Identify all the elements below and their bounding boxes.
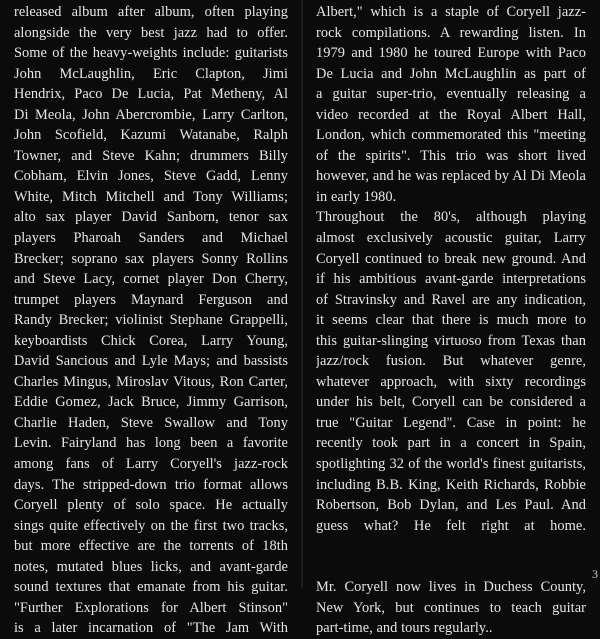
text-line: including B.B. King, Keith Richards, Robbie <box>316 476 586 493</box>
text-line: Mr. Coryell now lives in Duchess County, <box>316 579 586 596</box>
text-line: Coryell plenty of solo space. He actually <box>14 497 288 514</box>
text-line: this guitar-slinging virtuoso from Texas than <box>316 332 586 349</box>
text-line: sound textures that emanate from his guitar. <box>14 579 288 596</box>
text-line: trumpet players Maynard Ferguson and <box>14 291 288 308</box>
text-line: John Scofield, Kazumi Watanabe, Ralph <box>14 127 288 144</box>
text-line: it seems clear that there is much more to <box>316 312 586 329</box>
text-line: London, which commemorated this "meeting <box>316 127 586 144</box>
text-line: sings quite effectively on the first two tracks, <box>14 517 288 534</box>
text-line: part-time, and tours regularly.. <box>316 620 493 637</box>
text-line: Hendrix, Paco De Lucia, Pat Metheny, Al <box>14 86 288 103</box>
text-line: Albert," which is a staple of Coryell jazz- <box>316 4 586 20</box>
text-line: rock compilations. A rewarding listen. In <box>316 24 586 41</box>
text-line: De Lucia and John McLaughlin as part of <box>316 65 586 82</box>
column-divider <box>301 0 303 588</box>
text-line: recently took part in a concert in Spain, <box>316 435 586 452</box>
text-line: Brecker; soprano sax players Sonny Rollins <box>14 250 288 267</box>
text-line: true "Guitar Legend". Case in point: he <box>316 414 586 431</box>
text-line: of Stravinsky and Ravel are any indication, <box>316 291 586 308</box>
text-line: Charlie Haden, Steve Swallow and Tony <box>14 414 288 431</box>
text-line: Robertson, Bob Dylan, and Les Paul. And <box>316 497 586 514</box>
text-line: Di Meola, John Abercrombie, Larry Carlton, <box>14 106 288 123</box>
text-line: alongside the very best jazz had to offer. <box>14 24 288 41</box>
text-line: White, Mitch Mitchell and Tony Williams; <box>14 188 288 205</box>
text-line: released album after album, often playing <box>14 4 288 20</box>
text-line: notes, mutated blues licks, and avant-garde <box>14 558 288 575</box>
text-line: among fans of Larry Coryell's jazz-rock <box>14 456 288 473</box>
text-line: John McLaughlin, Eric Clapton, Jimi <box>14 65 288 82</box>
text-line: and Steve Lacy, cornet player Don Cherry, <box>14 271 288 288</box>
text-line: Some of the heavy-weights include: guitarists <box>14 45 288 62</box>
text-line: Coryell continued to break new ground. And <box>316 250 586 267</box>
text-line: Levin. Fairyland has long been a favorite <box>14 435 288 452</box>
text-line: whatever approach, with sixty recordings <box>316 373 586 390</box>
text-line: jazz/rock fusion. But whatever genre, <box>316 353 586 370</box>
paragraph-royal-albert-hall <box>316 2 586 207</box>
text-line: days. The stripped-down trio format allows <box>14 476 288 493</box>
text-line: spotlighting 32 of the world's finest guitarists, <box>316 456 586 473</box>
text-line: keyboardists Chick Corea, Larry Young, <box>14 332 288 349</box>
paragraph-eighties <box>316 207 586 536</box>
text-line: but more effective are the torrents of 18th <box>14 538 288 555</box>
right-text-column <box>316 2 586 639</box>
text-line: in early 1980. <box>316 188 397 205</box>
text-line: almost exclusively acoustic guitar, Larry <box>316 230 586 247</box>
text-line: video recorded at the Royal Albert Hall, <box>316 106 586 123</box>
text-line: a guitar super-trio, eventually releasing a <box>316 86 586 103</box>
page-number: 3 <box>592 567 598 581</box>
text-line: however, and he was replaced by Al Di Meola <box>316 168 586 185</box>
text-line: 1979 and 1980 he toured Europe with Paco <box>316 45 586 62</box>
text-line: David Sancious and Lyle Mays; and bassists <box>14 353 288 370</box>
paragraph-gap <box>316 536 586 577</box>
text-line: is a later incarnation of "The Jam With <box>14 620 288 637</box>
text-line: Cobham, Elvin Jones, Steve Gadd, Lenny <box>14 168 288 185</box>
text-line: Eddie Gomez, Jack Bruce, Jimmy Garrison, <box>14 394 288 411</box>
text-line: under his belt, Coryell can be considered a <box>316 394 586 411</box>
text-line: players Pharoah Sanders and Michael <box>14 230 288 247</box>
text-line: Towner, and Steve Kahn; drummers Billy <box>14 147 288 164</box>
text-line: Charles Mingus, Miroslav Vitous, Ron Carter, <box>14 373 288 390</box>
left-text-column <box>14 2 288 639</box>
text-line: New York, but continues to teach guitar <box>316 599 586 616</box>
text-line: guess what? He felt right at home. <box>316 517 586 534</box>
text-line: "Further Explorations for Albert Stinson" <box>14 599 288 616</box>
text-line: if his ambitious avant-garde interpretations <box>316 271 586 288</box>
text-line: Randy Brecker; violinist Stephane Grappelli, <box>14 312 288 329</box>
paragraph-closing <box>316 577 586 639</box>
text-line: of the spirits". This trio was short lived <box>316 147 586 164</box>
text-line: Throughout the 80's, although playing <box>316 209 586 226</box>
text-line: alto sax player David Sanborn, tenor sax <box>14 209 288 226</box>
